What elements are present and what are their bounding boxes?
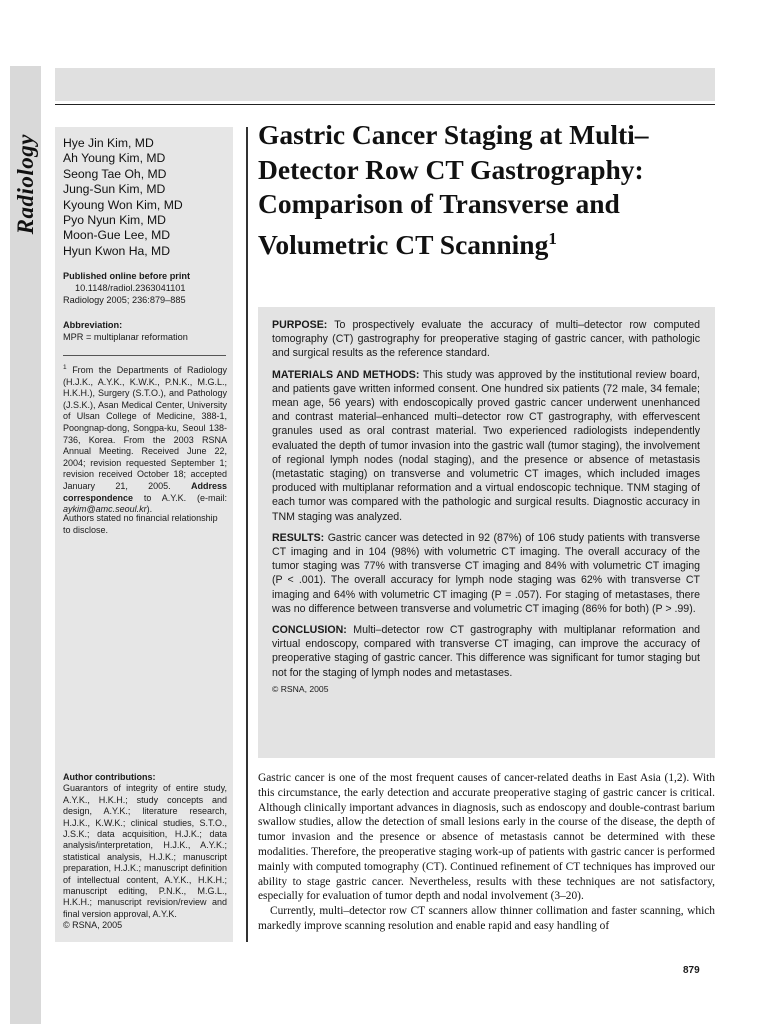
body-paragraph: Gastric cancer is one of the most frequent causes of cancer-related deaths in East Asia (1,2). With this circumstance, the early detection and accurate preoperative staging of gastric cancer is critical. Although clinically important advances in diagnosis, such as endoscopy and double-contrast barium swallow studies, allow the detection of small lesions early in the course of the disease, the depth of tumor invasion and the presence or absence of metastasis cannot be determined with these modalities. Therefore, the preoperative staging work-up of patients with gastric cancer is performed mainly with computed tomography (CT). Continued refinement of CT techniques has improved our ability to stage gastric cancer. Nevertheless, results with these techniques are not satisfactory, especially for evaluation of tumor depth and nodal involvement (3–20). xyxy=(258,772,715,903)
author-name: Hye Jin Kim, MD xyxy=(63,136,154,150)
journal-side-strip xyxy=(10,66,41,1024)
page-number: 879 xyxy=(683,965,700,976)
sidebar-rule xyxy=(63,355,226,356)
contributions-text: Guarantors of integrity of entire study, A.Y.K., H.K.H.; study concepts and design, A.Y.K.; literature research, H.J.K., K.W.K.; clinical studies, S.T.O., J.S.K.; data acquisition, H.J.K.; data analysis/interpretation, H.J.K., A.Y.K.; statistical analysis, H.J.K.; manuscript preparation, H.J.K.; manuscript definition of intellectual content, A.Y.K., H.K.H.; manuscript editing, P.N.K., M.G.L., H.K.H.; manuscript revision/review and final version approval, A.Y.K. xyxy=(63,783,227,919)
abstract-purpose-label: PURPOSE: xyxy=(272,319,328,331)
abstract-conclusion-label: CONCLUSION: xyxy=(272,624,347,637)
abbreviation-text: MPR = multiplanar reformation xyxy=(63,331,188,342)
funding-statement: Authors stated no financial relationship to disclose. xyxy=(63,513,218,535)
abstract xyxy=(272,318,700,703)
author-name: Pyo Nyun Kim, MD xyxy=(63,213,166,228)
contributions-copyright: © RSNA, 2005 xyxy=(63,920,123,931)
address-text: to A.Y.K. (e-mail: xyxy=(143,492,227,503)
author-contributions xyxy=(63,772,227,932)
author-name: Kyoung Won Kim, MD xyxy=(63,197,183,212)
sidebar-divider xyxy=(246,127,248,942)
abbreviation-block xyxy=(63,320,231,344)
footnote-text: From the Departments of Radiology (H.J.K., A.Y.K., K.W.K., P.N.K., M.G.L., H.K.H.), Surgery (S.T.O.), and Pathology (J.S.K.), Asan Medical Center, University of Ulsan College of Medicine, 388-1, Poongnap-dong, Songpa-ku, Seoul 138-736, Korea. From the 2003 RSNA Annual Meeting. Received June 22, 2004; revision requested September 1; revision received October 18; accepted January 21, 2005. xyxy=(63,365,227,491)
author-list xyxy=(63,136,231,259)
contributions-heading: Author contributions: xyxy=(63,772,156,782)
publication-doi[interactable]: 10.1148/radiol.2363041101 xyxy=(75,282,186,293)
article-title-text: Gastric Cancer Staging at Multi–Detector Row CT Gastrography: Comparison of Transverse and Volumetric CT Scanning xyxy=(258,119,649,260)
abstract-results-text: Gastric cancer was detected in 92 (87%) of 106 study patients with transverse CT imaging and in 104 (98%) with volumetric CT imaging. The overall accuracy of the tumor staging was 77% with transverse CT imaging and 84% with volumetric CT imaging (P < .001). The overall accuracy for lymph node staging was 62% with transverse CT imaging and 64% with volumetric CT imaging (P = .057). For staging of metastases, there was no difference between transverse and volumetric CT imaging (86% for both) (P > .99). xyxy=(272,531,700,615)
author-name: Seong Tae Oh, MD xyxy=(63,166,167,181)
footnote-marker: 1 xyxy=(63,364,67,371)
abstract-conclusion xyxy=(272,623,700,680)
address-close: ). xyxy=(146,504,153,515)
author-name: Moon-Gue Lee, MD xyxy=(63,228,171,243)
address-label: Address correspondence xyxy=(63,480,227,503)
publication-info xyxy=(63,271,231,306)
article-title xyxy=(258,118,718,262)
abbreviation-heading: Abbreviation: xyxy=(63,320,123,330)
header-band xyxy=(55,68,715,101)
affiliation-footnote xyxy=(63,362,227,516)
journal-name-text: Radiology xyxy=(12,134,38,235)
author-name: Ah Young Kim, MD xyxy=(63,151,166,166)
abstract-results xyxy=(272,531,700,616)
author-name: Jung-Sun Kim, MD xyxy=(63,182,166,197)
abstract-conclusion-text: Multi–detector row CT gastrography with multiplanar reformation and virtual endoscopy, compared with transverse CT imaging, can improve the accuracy of preoperative staging of gastric cancer. This difference was significant for tumor staging but not for the staging of lymph nodes and metastases. xyxy=(272,624,700,679)
header-rule xyxy=(55,104,715,105)
publication-heading: Published online before print xyxy=(63,271,191,281)
body-paragraph: Currently, multi–detector row CT scanners allow thinner collimation and faster scanning, which markedly improve scanning resolution and enable rapid and easy handling of xyxy=(258,905,715,932)
journal-name xyxy=(10,66,41,286)
correspondence-email[interactable]: aykim@amc.seoul.kr xyxy=(63,504,147,515)
abstract-methods-label: MATERIALS AND METHODS: xyxy=(272,368,420,381)
publication-citation: Radiology 2005; 236:879–885 xyxy=(63,294,186,305)
abstract-purpose xyxy=(272,318,700,361)
abstract-copyright: © RSNA, 2005 xyxy=(272,683,329,694)
abstract-methods-text: This study was approved by the institutional review board, and patients gave written informed consent. One hundred six patients (72 male, 34 female; mean age, 56 years) with endoscopically proved gastric cancer underwent unenhanced and contrast material–enhanced multi–detector row CT gastrography, with effervescent granules used as oral contrast material. Two experienced radiologists independently evaluated the depth of tumor invasion into the gastric wall (tumor staging), the involvement of regional lymph nodes (nodal staging), and the presence or absence of metastasis (metastatic staging) on transverse and volumetric CT images, which included images produced with multiplanar reformation and a virtual endoscopic technique. TNM staging of each tumor was compared with the pathologic and surgical results. Diagnostic accuracy in TNM staging was analyzed. xyxy=(272,368,700,523)
body-text xyxy=(258,771,715,934)
title-footnote-marker: 1 xyxy=(548,228,557,248)
abstract-purpose-text: To prospectively evaluate the accuracy of multi–detector row computed tomography (CT) gastrography for preoperative staging of gastric cancer, with pathologic and surgical results as the reference standard. xyxy=(272,319,700,360)
abstract-methods xyxy=(272,368,700,524)
author-name: Hyun Kwon Ha, MD xyxy=(63,243,171,258)
abstract-results-label: RESULTS: xyxy=(272,531,325,544)
